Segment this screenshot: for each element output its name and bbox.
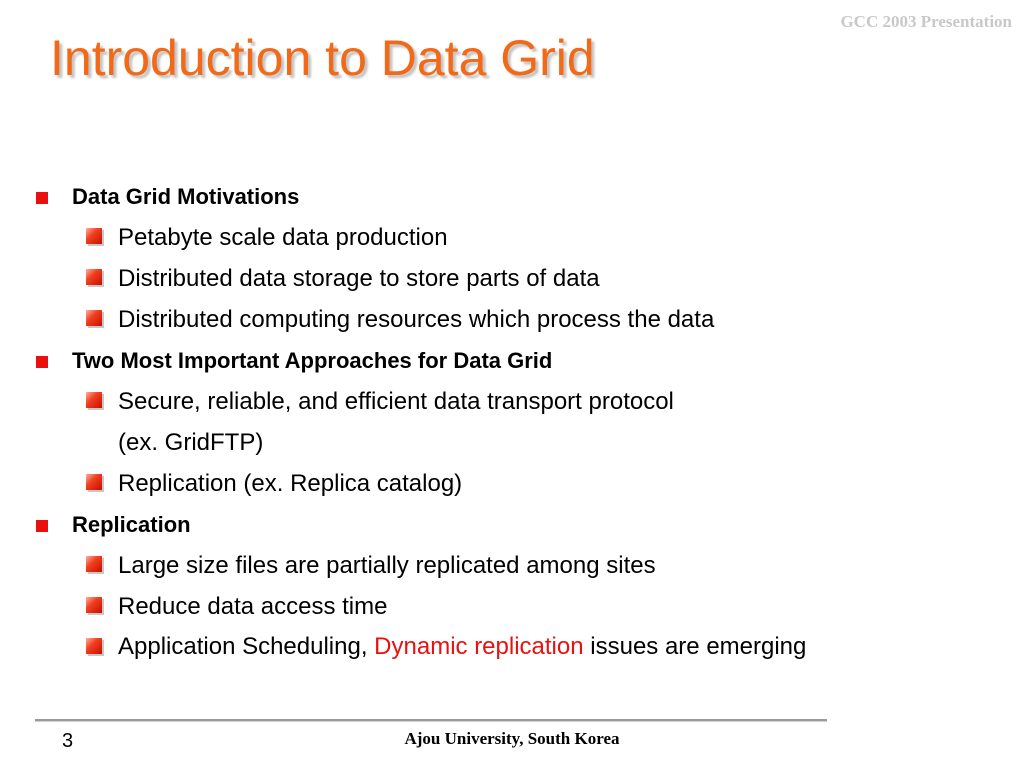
gradient-bullet-icon [86, 269, 102, 285]
list-item [36, 463, 836, 504]
list-item-text: Large size files are partially replicated among sites [118, 552, 656, 579]
square-bullet-icon [36, 356, 48, 368]
bullet-list [36, 176, 836, 671]
page-number: 3 [62, 730, 74, 752]
list-item-text: (ex. GridFTP) [118, 429, 264, 456]
list-item-text: Distributed data storage to store parts of data [118, 265, 600, 292]
list-item [36, 217, 836, 258]
list-item-text: Petabyte scale data production [118, 224, 448, 251]
footer-divider [35, 719, 827, 721]
gradient-bullet-icon [86, 597, 102, 613]
list-item-suffix: issues are emerging [583, 633, 807, 660]
gradient-bullet-icon [86, 474, 102, 490]
section-replication [36, 504, 836, 545]
gradient-bullet-icon [86, 392, 102, 408]
gradient-bullet-icon [86, 638, 102, 654]
square-bullet-icon [36, 520, 48, 532]
list-item-text: Secure, reliable, and efficient data transport protocol [118, 388, 674, 415]
section-heading: Data Grid Motivations [72, 184, 300, 209]
list-item-continuation [36, 422, 836, 463]
section-motivations [36, 176, 836, 217]
list-item [36, 627, 836, 671]
list-item-prefix: Application Scheduling, [118, 633, 375, 660]
square-bullet-icon [36, 192, 48, 204]
gradient-bullet-icon [86, 556, 102, 572]
list-item-text: Distributed computing resources which process the data [118, 306, 715, 333]
gradient-bullet-icon [86, 228, 102, 244]
header-label: GCC 2003 Presentation [840, 12, 1012, 31]
list-item [36, 381, 836, 422]
list-item [36, 258, 836, 299]
highlighted-term: Dynamic replication [374, 633, 584, 660]
gradient-bullet-icon [86, 310, 102, 326]
list-item-text: Reduce data access time [118, 593, 388, 620]
footer-institution: Ajou University, South Korea [404, 729, 620, 748]
list-item-text [118, 633, 806, 660]
section-heading: Two Most Important Approaches for Data Grid [72, 348, 553, 373]
slide-title: Introduction to Data Grid [50, 30, 595, 86]
list-item [36, 586, 836, 627]
list-item-text: Replication (ex. Replica catalog) [118, 470, 463, 497]
section-heading: Replication [72, 512, 191, 537]
list-item [36, 545, 836, 586]
section-approaches [36, 340, 836, 381]
list-item [36, 299, 836, 340]
